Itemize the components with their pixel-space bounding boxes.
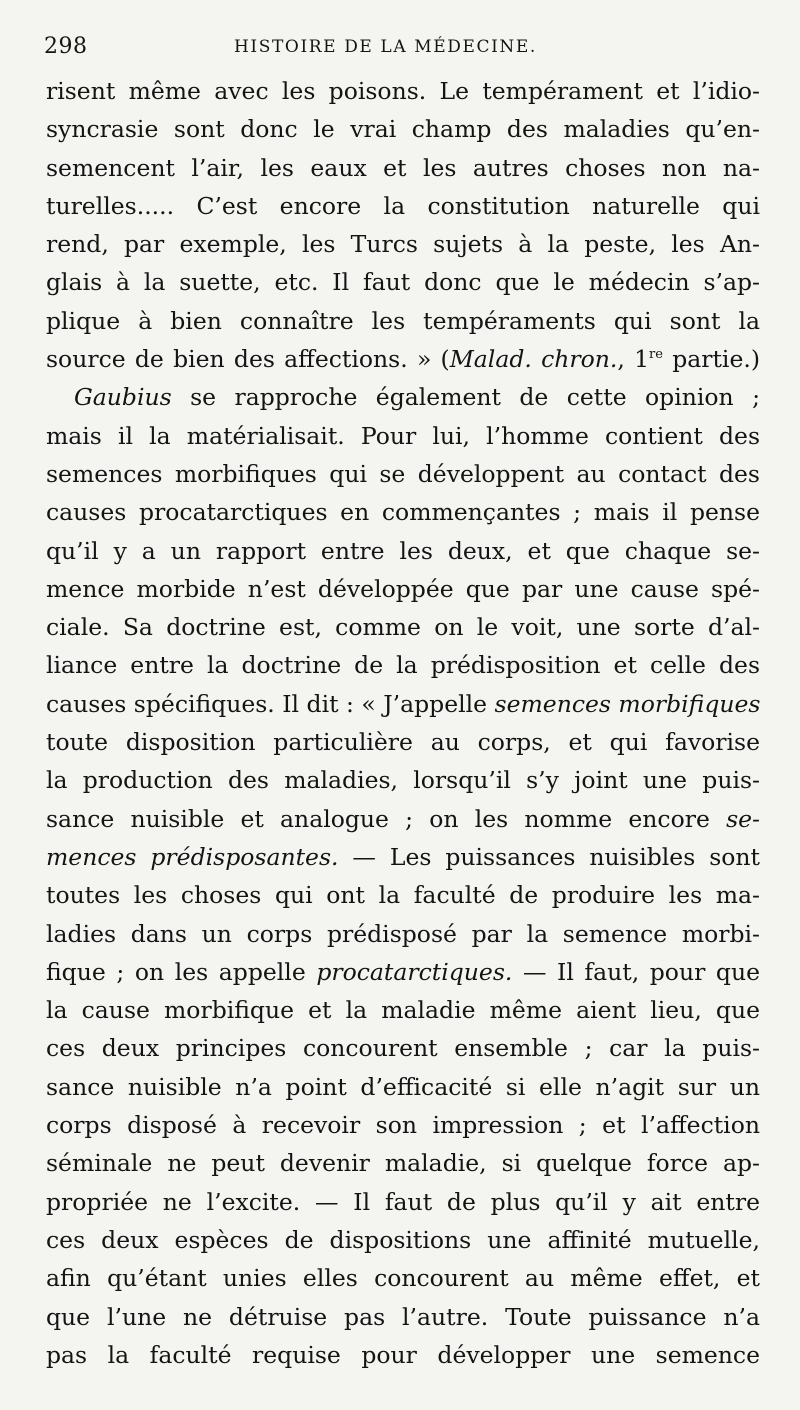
text-segment: afin qu’étant unies elles concourent au même effet, et bbox=[46, 1264, 760, 1293]
text-line bbox=[46, 302, 760, 340]
text-segment: — Il faut, pour que bbox=[512, 957, 760, 986]
text-segment: glais à la suette, etc. Il faut donc que le médecin s’ap- bbox=[46, 268, 760, 297]
text-line bbox=[46, 417, 760, 455]
text-segment: mais il la matérialisait. Pour lui, l’homme contient des bbox=[46, 421, 760, 450]
body-text bbox=[46, 72, 760, 1374]
text-segment: ciale. Sa doctrine est, comme on le voit, une sorte d’al- bbox=[46, 613, 760, 642]
text-segment: pas la faculté requise pour développer une semence bbox=[46, 1340, 760, 1369]
text-line bbox=[46, 493, 760, 531]
text-line bbox=[46, 608, 760, 646]
text-segment: ces deux principes concourent ensemble ; car la puis- bbox=[46, 1034, 760, 1063]
text-line bbox=[46, 72, 760, 110]
page-header bbox=[44, 34, 760, 62]
text-segment: turelles..... C’est encore la constitution naturelle qui bbox=[46, 191, 760, 220]
text-segment: se rapproche également de cette opinion ; bbox=[171, 383, 760, 412]
text-segment: , 1 bbox=[617, 345, 650, 374]
italic-text: se- bbox=[726, 804, 760, 833]
text-line bbox=[46, 838, 760, 876]
text-segment: qu’il y a un rapport entre les deux, et que chaque se- bbox=[46, 536, 760, 565]
text-line bbox=[46, 953, 760, 991]
text-segment: toute disposition particulière au corps, et qui favorise bbox=[46, 728, 760, 757]
text-segment: toutes les choses qui ont la faculté de produire les ma- bbox=[46, 881, 760, 910]
italic-text: procatarctiques. bbox=[316, 957, 513, 986]
text-segment: semencent l’air, les eaux et les autres choses non na- bbox=[46, 153, 760, 182]
italic-text: Malad. chron. bbox=[449, 345, 618, 374]
text-line bbox=[46, 876, 760, 914]
text-segment: sance nuisible et analogue ; on les nomme encore bbox=[46, 804, 727, 833]
text-line bbox=[46, 1068, 760, 1106]
page-number: 298 bbox=[44, 34, 88, 59]
text-segment: séminale ne peut devenir maladie, si quelque force ap- bbox=[46, 1149, 760, 1178]
text-segment: syncrasie sont donc le vrai champ des maladies qu’en- bbox=[46, 115, 760, 144]
text-line bbox=[46, 1183, 760, 1221]
text-segment: mence morbide n’est développée que par une cause spé- bbox=[46, 574, 760, 603]
text-line bbox=[46, 263, 760, 301]
text-segment: rend, par exemple, les Turcs sujets à la peste, les An- bbox=[46, 230, 760, 259]
text-segment: la cause morbifique et la maladie même aient lieu, que bbox=[46, 996, 760, 1025]
text-segment: que l’une ne détruise pas l’autre. Toute puissance n’a bbox=[46, 1302, 760, 1331]
text-line bbox=[46, 570, 760, 608]
text-segment: fique ; on les appelle bbox=[46, 957, 317, 986]
text-line bbox=[46, 1221, 760, 1259]
text-line bbox=[46, 800, 760, 838]
text-line bbox=[46, 1259, 760, 1297]
text-segment: sance nuisible n’a point d’efficacité si elle n’agit sur un bbox=[46, 1072, 760, 1101]
text-segment: plique à bien connaître les tempéraments qui sont la bbox=[46, 306, 760, 335]
text-segment: liance entre la doctrine de la prédisposition et celle des bbox=[46, 651, 760, 680]
text-segment: causes procatarctiques en commençantes ; mais il pense bbox=[46, 498, 760, 527]
text-line bbox=[46, 646, 760, 684]
text-line bbox=[46, 1029, 760, 1067]
text-line bbox=[46, 915, 760, 953]
text-line bbox=[46, 340, 760, 378]
text-segment: source de bien des affections. » ( bbox=[46, 345, 450, 374]
text-line bbox=[46, 1144, 760, 1182]
text-segment: causes spécifiques. Il dit : « J’appelle bbox=[46, 689, 495, 718]
text-segment: propriée ne l’excite. — Il faut de plus qu’il y ait entre bbox=[46, 1187, 760, 1216]
text-line bbox=[46, 991, 760, 1029]
superscript: re bbox=[649, 347, 663, 363]
text-line bbox=[46, 685, 760, 723]
text-line bbox=[46, 149, 760, 187]
italic-text: Gaubius bbox=[74, 383, 172, 412]
text-segment: — Les puissances nuisibles sont bbox=[338, 842, 760, 871]
text-segment: corps disposé à recevoir son impression ; et l’affection bbox=[46, 1111, 760, 1140]
text-line bbox=[46, 532, 760, 570]
text-line bbox=[46, 378, 760, 416]
text-line bbox=[46, 761, 760, 799]
text-segment: semences morbifiques qui se développent au contact des bbox=[46, 459, 760, 488]
text-segment: risent même avec les poisons. Le tempérament et l’idio- bbox=[46, 77, 760, 105]
text-line bbox=[46, 187, 760, 225]
text-segment: ces deux espèces de dispositions une affinité mutuelle, bbox=[46, 1225, 760, 1254]
text-line bbox=[46, 1106, 760, 1144]
italic-text: mences prédisposantes. bbox=[46, 842, 339, 871]
text-line bbox=[46, 1336, 760, 1374]
text-line bbox=[46, 1298, 760, 1336]
text-line bbox=[46, 110, 760, 148]
text-line bbox=[46, 455, 760, 493]
running-title: HISTOIRE DE LA MÉDECINE. bbox=[234, 37, 537, 57]
text-segment: ladies dans un corps prédisposé par la semence morbi- bbox=[46, 919, 760, 948]
text-segment: la production des maladies, lorsqu’il s’y joint une puis- bbox=[46, 766, 760, 795]
text-line bbox=[46, 225, 760, 263]
italic-text: semences morbifiques bbox=[494, 689, 760, 718]
text-segment: partie.) bbox=[662, 345, 760, 374]
text-line bbox=[46, 723, 760, 761]
